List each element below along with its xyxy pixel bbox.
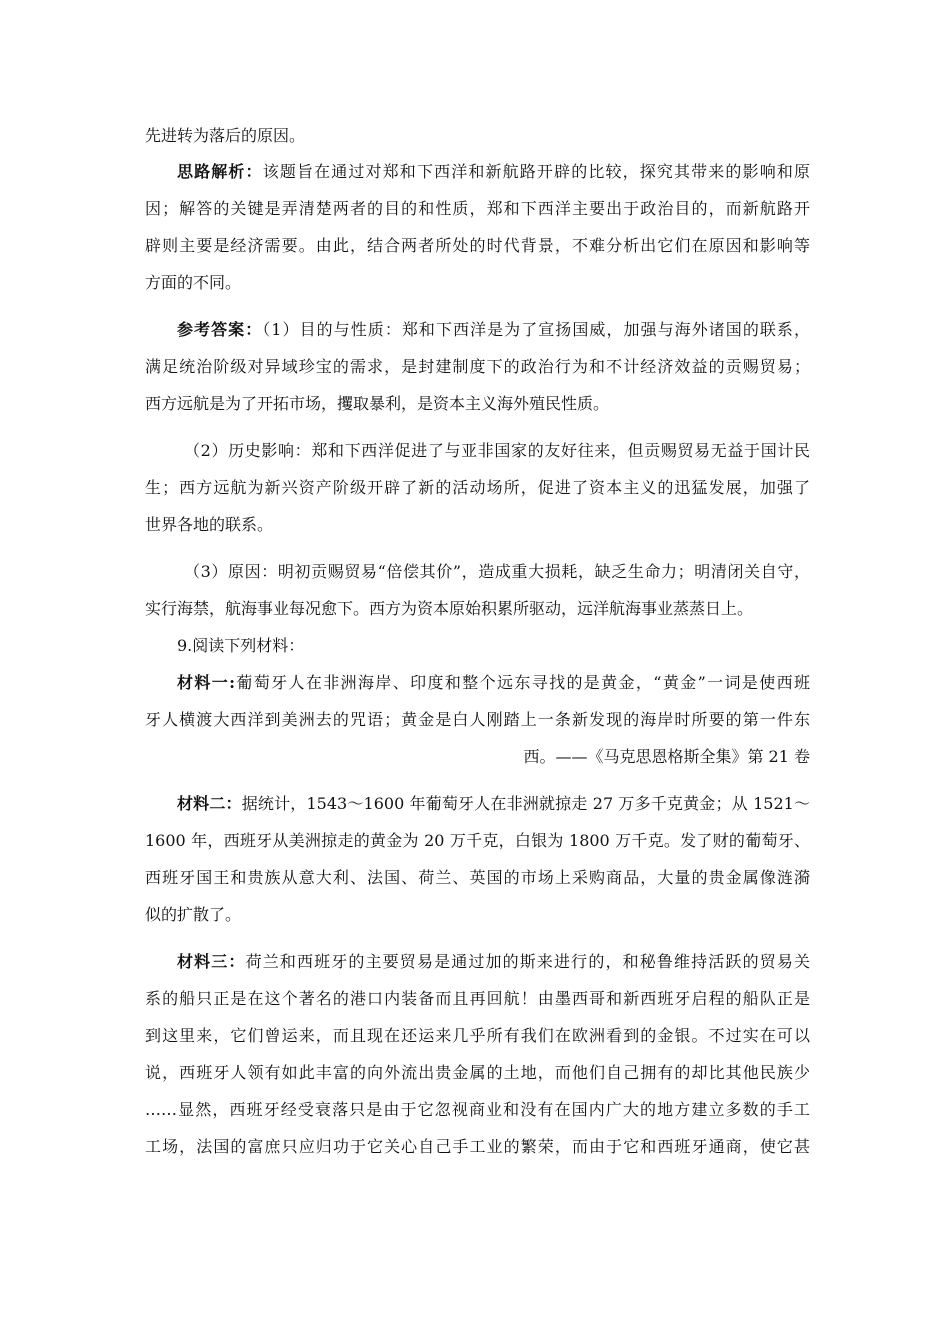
material-one-line — [177, 673, 810, 693]
text-line: 因；解答的关键是弄清楚两者的目的和性质，郑和下西洋主要出于政治目的，而新航路开 — [145, 199, 810, 218]
text-line: 牙人横渡大西洋到美洲去的咒语；黄金是白人刚踏上一条新发现的海岸时所要的第一件东 — [145, 710, 810, 729]
text-line: 满足统治阶级对异域珍宝的需求，是封建制度下的政治行为和不计经济效益的贡赐贸易； — [145, 357, 810, 376]
text-line: （2）历史影响：郑和下西洋促进了与亚非国家的友好往来，但贡赐贸易无益于国计民 — [184, 441, 810, 460]
answer-analysis-line — [177, 162, 810, 182]
material-two-line — [177, 794, 810, 814]
text-line: 似的扩散了。 — [145, 905, 242, 924]
text-line: （3）原因：明初贡赐贸易“倍偿其价”，造成重大损耗，缺乏生命力；明清闭关自守， — [184, 562, 810, 581]
material-one-label: 材料一: — [177, 673, 236, 692]
reference-answer-heading: 参考答案： — [177, 320, 263, 339]
text-line: 辟则主要是经济需要。由此，结合两者所处的时代背景，不难分析出它们在原因和影响等 — [145, 236, 810, 255]
text-line: 西方远航是为了开拓市场，攫取暴利，是资本主义海外殖民性质。 — [145, 394, 610, 413]
reference-answer-text: （1）目的与性质：郑和下西洋是为了宣扬国威，加强与海外诸国的联系， — [262, 320, 810, 339]
text-line: 系的船只正是在这个著名的港口内装备而且再回航！由墨西哥和新西班牙启程的船队正是 — [145, 989, 810, 1008]
reference-answer-line — [177, 320, 810, 340]
analysis-text: 该题旨在通过对郑和下西洋和新航路开辟的比较，探究其带来的影响和原 — [262, 162, 810, 181]
analysis-heading: 思路解析： — [177, 162, 263, 181]
text-line: 工场，法国的富庶只应归功于它关心自己手工业的繁荣，而由于它和西班牙通商，使它甚 — [145, 1137, 810, 1156]
material-three-line — [177, 952, 810, 972]
material-two-label: 材料二： — [177, 794, 242, 813]
text-line: 1600 年，西班牙从美洲掠走的黄金为 20 万千克，白银为 1800 万千克。发了财的葡萄牙、 — [145, 831, 810, 850]
text-line: 说，西班牙人领有如此丰富的向外流出贵金属的土地，而他们自己拥有的却比其他民族少 — [145, 1063, 810, 1082]
citation-line: 西。——《马克思恩格斯全集》第 21 卷 — [523, 747, 810, 766]
material-three-label: 材料三： — [177, 952, 246, 971]
text-line: 世界各地的联系。 — [145, 515, 274, 534]
text-line: 实行海禁，航海事业每况愈下。西方为资本原始积累所驱动，远洋航海事业蒸蒸日上。 — [145, 599, 754, 618]
question-heading: 9.阅读下列材料： — [177, 636, 305, 655]
material-two-text: 据统计，1543～1600 年葡萄牙人在非洲就掠走 27 万多千克黄金；从 1521～ — [241, 794, 810, 813]
text-line: 西班牙国王和贵族从意大利、法国、荷兰、英国的市场上采购商品，大量的贵金属像涟漪 — [145, 868, 810, 887]
text-line: 生；西方远航为新兴资产阶级开辟了新的活动场所，促进了资本主义的迅猛发展，加强了 — [145, 478, 810, 497]
text-line: 先进转为落后的原因。 — [145, 126, 306, 145]
material-one-text: 葡萄牙人在非洲海岸、印度和整个远东寻找的是黄金，“黄金”一词是使西班 — [235, 673, 810, 692]
text-line: 到这里来，它们曾运来，而且现在还运来几乎所有我们在欧洲看到的金银。不过实在可以 — [145, 1026, 810, 1045]
material-three-text: 荷兰和西班牙的主要贸易是通过加的斯来进行的，和秘鲁维持活跃的贸易关 — [245, 952, 810, 971]
text-line: ……显然，西班牙经受衰落只是由于它忽视商业和没有在国内广大的地方建立多数的手工 — [145, 1100, 810, 1119]
text-line: 方面的不同。 — [145, 273, 242, 292]
